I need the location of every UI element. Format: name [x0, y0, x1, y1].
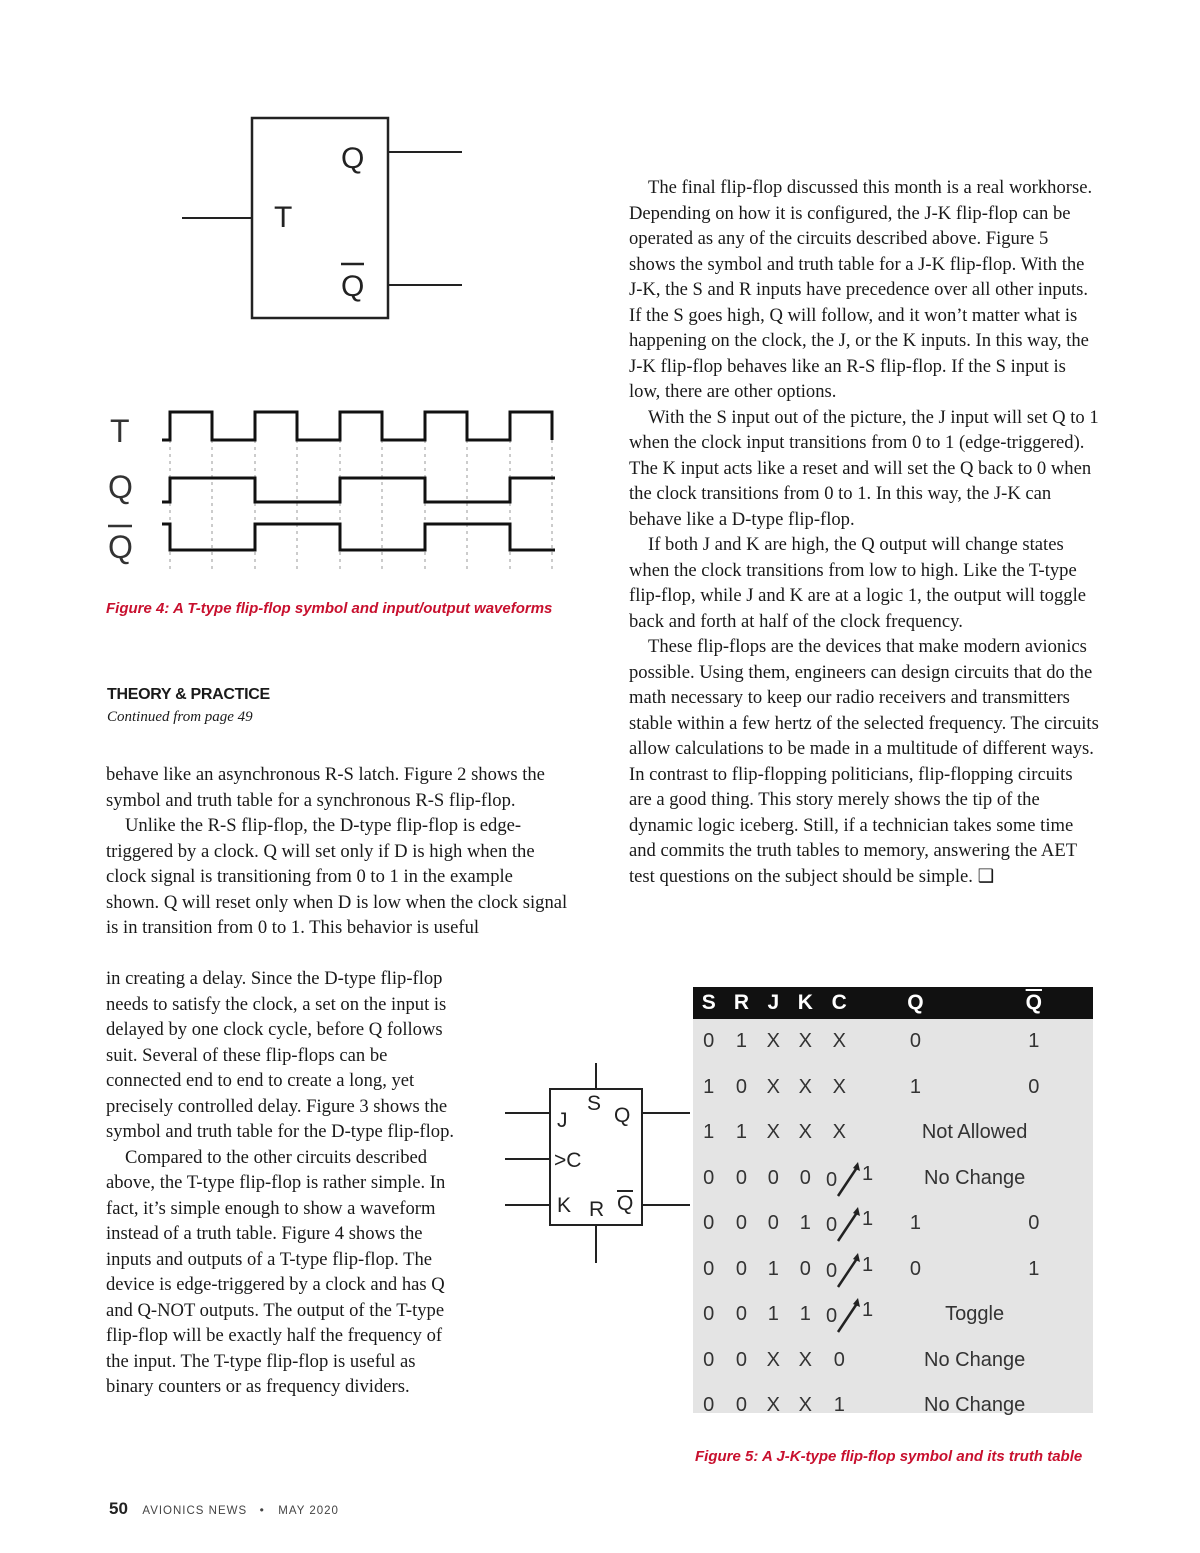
svg-text:1: 1: [862, 1208, 874, 1230]
header-c: C: [822, 987, 856, 1019]
symbol-q-label: Q: [341, 142, 365, 175]
svg-text:0: 0: [826, 1168, 838, 1191]
cell-s: 0: [703, 1030, 715, 1053]
cell-k: X: [798, 1075, 812, 1098]
right-column: [629, 175, 1099, 889]
cell-j: 0: [767, 1212, 779, 1235]
header-qbar: $\overline{Q}$: [975, 987, 1093, 1019]
cell-qbar: 0: [1028, 1075, 1040, 1098]
cell-k: X: [798, 1030, 812, 1053]
svg-text:0: 0: [826, 1259, 838, 1282]
cell-k: 0: [799, 1257, 811, 1280]
left-para-2b: in creating a delay. Since the D-type flip-flop needs to satisfy the clock, a set on the input is delayed by one clock cycle, before Q follows suit. Several of these flip-flops can be connected end to end to create a long, yet precisely controlled delay. Figure 3 shows the symbol and truth table for the D-type flip-flop.: [106, 968, 455, 1142]
cell-c-rising-edge: [822, 1201, 874, 1247]
cell-j: 0: [767, 1166, 779, 1189]
table-row: [693, 1019, 1093, 1065]
cell-j: X: [766, 1121, 780, 1144]
table-row: [693, 1110, 1093, 1156]
table-row: [693, 1292, 1093, 1338]
section-heading: THEORY & PRACTICE: [107, 686, 270, 703]
cell-qbar: 1: [1028, 1257, 1040, 1280]
cell-s: 1: [703, 1075, 715, 1098]
cell-j: X: [766, 1394, 780, 1417]
cell-c: 0: [833, 1348, 845, 1371]
right-para-4-text: These flip-flops are the devices that make modern avionics possible. Using them, engineers can design circuits that do the math necessary to keep our radio receivers and transmitters stable within a few hertz of the selected frequency. The circuits allow calculations to be made in a multitude of different ways. In contrast to flip-flopping politicians, flip-flopping circuits are a good thing. This story merely shows the tip of the dynamic logic iceberg. Still, if a technician takes some time and commits the truth tables to memory, answering the AET test questions on the subject should be simple.: [629, 636, 1099, 887]
end-mark: ❑: [977, 865, 995, 887]
wave-label-qbar: Q: [108, 529, 133, 565]
cell-output: No Change: [924, 1348, 1026, 1371]
header-s: S: [693, 987, 724, 1019]
figure5-caption: Figure 5: A J-K-type flip-flop symbol and its truth table: [695, 1448, 1083, 1465]
cell-r: 0: [735, 1166, 747, 1189]
right-para-3: If both J and K are high, the Q output will change states when the clock transitions from low to high. Like the T-type flip-flop, while J and K are at a logic 1, the output will toggle back and forth at half of the clock frequency.: [629, 534, 1086, 632]
left-para-1: behave like an asynchronous R-S latch. Figure 2 shows the symbol and truth table for a synchronous R-S flip-flop.: [106, 764, 545, 811]
cell-s: 0: [703, 1257, 715, 1280]
table-header-row: [693, 987, 1093, 1019]
t-flipflop-waveforms: [100, 400, 570, 580]
jk-symbol-r: R: [589, 1198, 605, 1221]
cell-j: 1: [767, 1303, 779, 1326]
cell-r: 0: [735, 1257, 747, 1280]
page-footer: [109, 1499, 339, 1519]
jk-symbol-q: Q: [614, 1104, 631, 1127]
cell-k: 1: [799, 1303, 811, 1326]
footer-separator: •: [259, 1503, 264, 1517]
cell-c: X: [832, 1121, 846, 1144]
cell-k: X: [798, 1394, 812, 1417]
cell-output: Not Allowed: [921, 1121, 1028, 1144]
jk-symbol-j: J: [557, 1109, 568, 1132]
cell-k: X: [798, 1348, 812, 1371]
cell-k: 1: [799, 1212, 811, 1235]
jk-symbol-s: S: [587, 1092, 602, 1115]
cell-output: No Change: [924, 1166, 1026, 1189]
symbol-t-label: T: [274, 201, 293, 234]
publication-name: AVIONICS NEWS: [142, 1505, 248, 1517]
table-row: [693, 1201, 1093, 1247]
rising-edge-arrow-icon: [822, 1292, 880, 1337]
cell-c-rising-edge: [822, 1292, 874, 1338]
cell-s: 0: [703, 1166, 715, 1189]
cell-c-rising-edge: [822, 1156, 874, 1202]
left-column-bottom: [106, 966, 461, 1400]
cell-r: 0: [735, 1212, 747, 1235]
wave-q-trace: [162, 478, 555, 502]
right-para-4: [629, 634, 1099, 889]
table-row: [693, 1156, 1093, 1202]
cell-output: Toggle: [945, 1303, 1005, 1326]
cell-c: X: [832, 1030, 846, 1053]
svg-text:1: 1: [862, 1162, 874, 1185]
cell-s: 0: [703, 1394, 715, 1417]
header-k: K: [788, 987, 822, 1019]
cell-s: 0: [703, 1348, 715, 1371]
table-row: [693, 1247, 1093, 1293]
wave-label-q: Q: [108, 469, 133, 505]
cell-q: 1: [909, 1212, 921, 1235]
cell-q: 0: [909, 1030, 921, 1053]
cell-c-rising-edge: [822, 1247, 874, 1293]
rising-edge-arrow-icon: [822, 1201, 880, 1246]
wave-qbar-trace: [162, 524, 555, 550]
left-para-2: Unlike the R-S flip-flop, the D-type flip-flop is edge-triggered by a clock. Q will set only if D is high when the clock signal is transitioning from 0 to 1 in the example shown. Q will reset only when D is low when the clock signal is in transition from 0 to 1. This behavior is useful: [106, 815, 568, 938]
issue-date: MAY 2020: [278, 1505, 339, 1517]
header-q: Q: [856, 987, 974, 1019]
cell-k: 0: [799, 1166, 811, 1189]
cell-j: 1: [767, 1257, 779, 1280]
cell-q: 1: [909, 1075, 921, 1098]
left-column-top: [106, 762, 568, 941]
wave-t-trace: [162, 412, 552, 440]
jk-truth-table: [693, 987, 1093, 1417]
jk-symbol-k: K: [557, 1194, 572, 1217]
cell-s: 1: [703, 1121, 715, 1144]
table-row: [693, 1383, 1093, 1429]
cell-j: X: [766, 1348, 780, 1371]
cell-j: X: [766, 1030, 780, 1053]
jk-symbol-clk: >C: [554, 1149, 582, 1172]
cell-qbar: 0: [1028, 1212, 1040, 1235]
page-number: 50: [109, 1499, 128, 1518]
cell-c: 1: [833, 1394, 845, 1417]
right-para-1: The final flip-flop discussed this month is a real workhorse. Depending on how it is configured, the J-K flip-flop can be operated as any of the circuits described above. Figure 5 shows the symbol and truth table for a J-K flip-flop. With the J-K, the S and R inputs have precedence over all other inputs. If the S goes high, Q will follow, and it won’t matter what is happening on the clock, the J, or the K inputs. In this way, the J-K flip-flop behaves like an R-S flip-flop. If the S input is low, there are other options.: [629, 177, 1093, 402]
cell-q: 0: [909, 1257, 921, 1280]
cell-r: 0: [735, 1394, 747, 1417]
right-para-2: With the S input out of the picture, the J input will set Q to 1 when the clock input transitions from 0 to 1 (edge-triggered). The K input acts like a reset and will set the Q back to 0 when the clock transitions from 0 to 1. In this way, the J-K can behave like a D-type flip-flop.: [629, 406, 1099, 530]
cell-r: 1: [735, 1030, 747, 1053]
jk-symbol-qbar: Q: [617, 1192, 634, 1215]
continued-note: Continued from page 49: [107, 709, 253, 725]
cell-s: 0: [703, 1212, 715, 1235]
symbol-qbar-label: Q: [341, 270, 365, 303]
svg-text:1: 1: [862, 1253, 874, 1276]
jk-flipflop-symbol: [500, 1055, 700, 1270]
cell-k: X: [798, 1121, 812, 1144]
svg-text:0: 0: [826, 1214, 838, 1236]
cell-r: 0: [735, 1348, 747, 1371]
left-para-3: Compared to the other circuits described above, the T-type flip-flop is rather simple. In fact, it’s simple enough to show a waveform instead of a truth table. Figure 4 shows the inputs and outputs of a T-type flip-flop. The device is edge-triggered by a clock and has Q and Q-NOT outputs. The output of the T-type flip-flop will be exactly half the frequency of the input. The T-type flip-flop is useful as binary counters or as frequency dividers.: [106, 1146, 446, 1397]
cell-r: 1: [735, 1121, 747, 1144]
cell-r: 0: [735, 1303, 747, 1326]
svg-text:1: 1: [862, 1299, 874, 1321]
wave-label-t: T: [110, 413, 130, 449]
table-row: [693, 1338, 1093, 1384]
rising-edge-arrow-icon: [822, 1156, 880, 1201]
cell-r: 0: [735, 1075, 747, 1098]
table-row: [693, 1065, 1093, 1111]
t-flipflop-symbol: [170, 110, 470, 330]
cell-qbar: 1: [1028, 1030, 1040, 1053]
rising-edge-arrow-icon: [822, 1247, 880, 1292]
figure4-caption: Figure 4: A T-type flip-flop symbol and input/output waveforms: [106, 600, 553, 617]
cell-output: No Change: [924, 1394, 1026, 1417]
header-j: J: [758, 987, 788, 1019]
cell-s: 0: [703, 1303, 715, 1326]
cell-j: X: [766, 1075, 780, 1098]
svg-text:0: 0: [826, 1305, 838, 1327]
header-r: R: [724, 987, 758, 1019]
truth-table: [693, 987, 1093, 1429]
cell-c: X: [832, 1075, 846, 1098]
